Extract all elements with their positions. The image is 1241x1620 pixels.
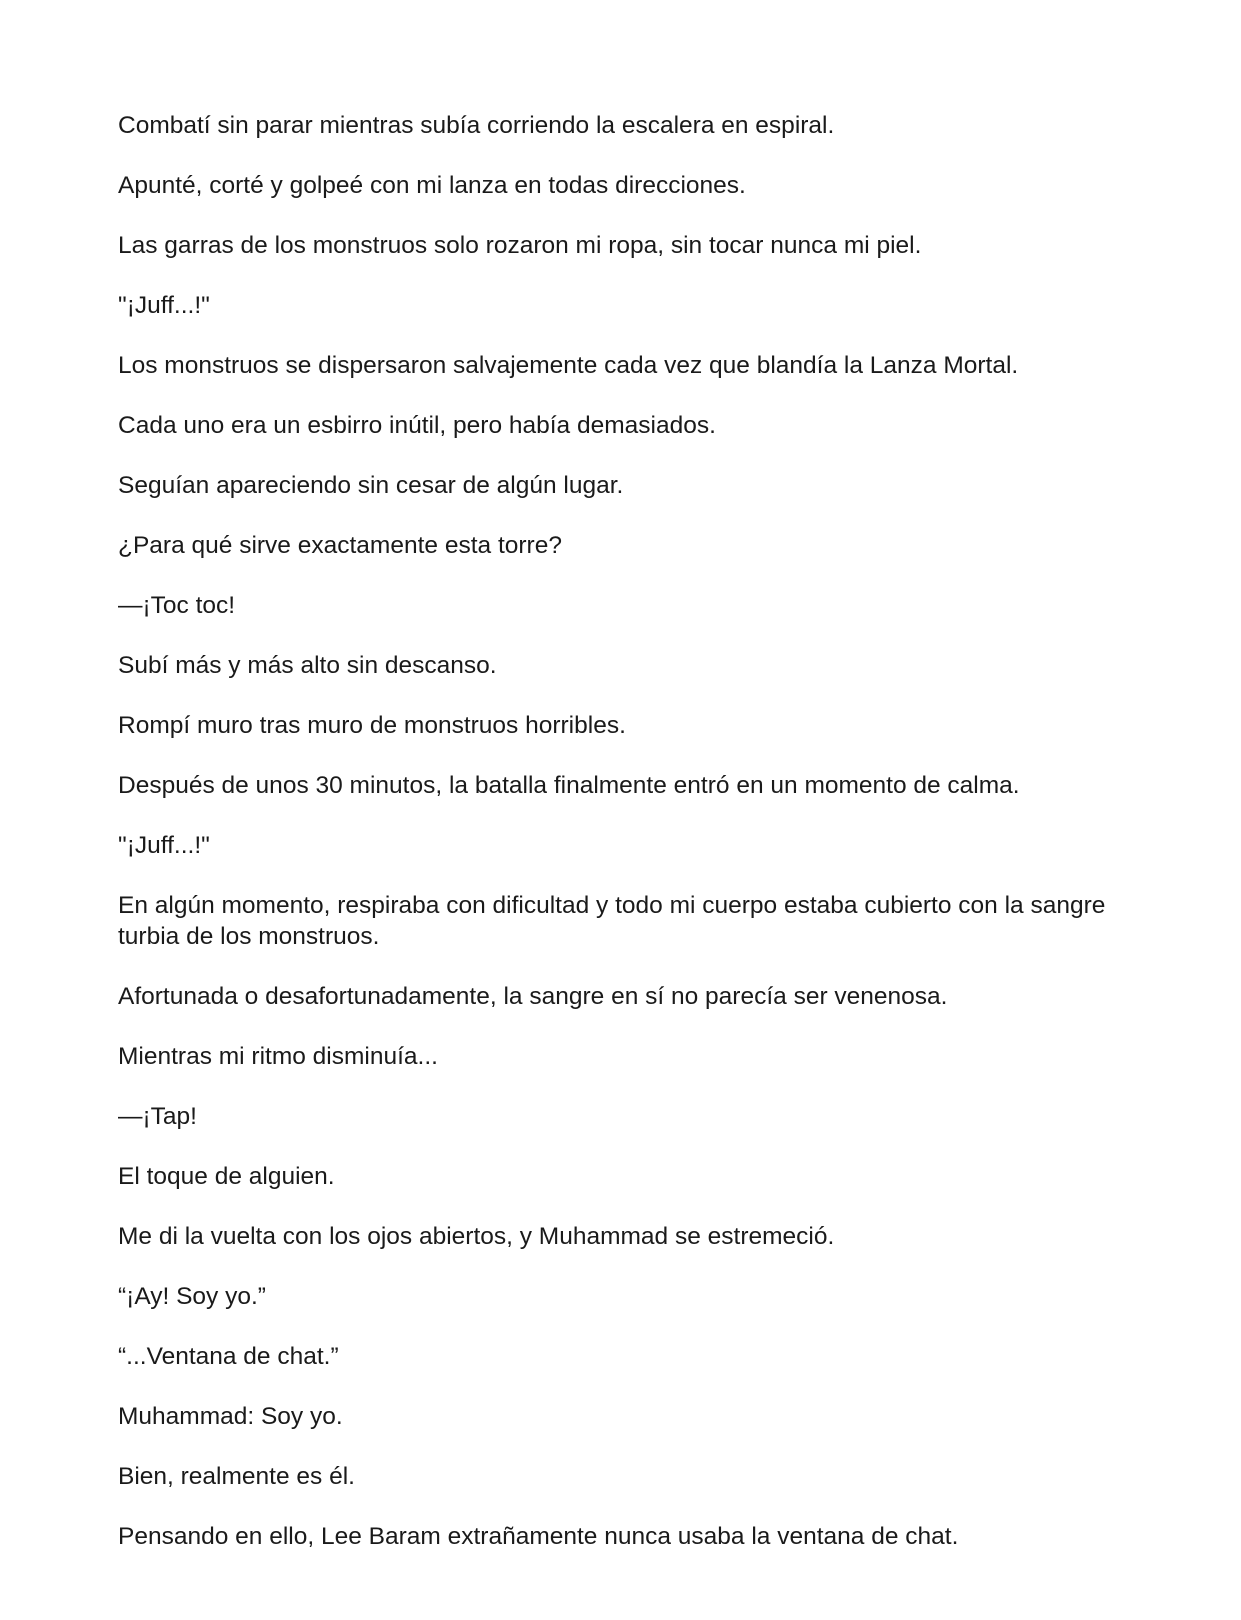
paragraph: En algún momento, respiraba con dificultad y todo mi cuerpo estaba cubierto con la sangre turbia de los monstruos. [118,892,1106,950]
paragraph: ¿Para qué sirve exactamente esta torre? [118,532,562,559]
paragraph: Apunté, corté y golpeé con mi lanza en todas direcciones. [118,172,746,199]
paragraph: Pensando en ello, Lee Baram extrañamente nunca usaba la ventana de chat. [118,1523,959,1550]
paragraph: Subí más y más alto sin descanso. [118,652,497,679]
paragraph: El toque de alguien. [118,1163,335,1190]
paragraph: “...Ventana de chat.” [118,1343,339,1370]
body-text [118,110,1128,1581]
paragraph: Afortunada o desafortunadamente, la sangre en sí no parecía ser venenosa. [118,983,948,1010]
paragraph: Cada uno era un esbirro inútil, pero había demasiados. [118,412,716,439]
paragraph: Combatí sin parar mientras subía corriendo la escalera en espiral. [118,112,835,139]
paragraph: —¡Tap! [118,1103,197,1130]
paragraph: Mientras mi ritmo disminuía... [118,1043,438,1070]
paragraph: Las garras de los monstruos solo rozaron mi ropa, sin tocar nunca mi piel. [118,232,922,259]
paragraph: "¡Juff...!" [118,832,210,859]
paragraph: Bien, realmente es él. [118,1463,355,1490]
paragraph: Seguían apareciendo sin cesar de algún lugar. [118,472,624,499]
paragraph: "¡Juff...!" [118,292,210,319]
paragraph: Los monstruos se dispersaron salvajemente cada vez que blandía la Lanza Mortal. [118,352,1019,379]
paragraph: Me di la vuelta con los ojos abiertos, y Muhammad se estremeció. [118,1223,835,1250]
paragraph: Rompí muro tras muro de monstruos horribles. [118,712,626,739]
paragraph: Muhammad: Soy yo. [118,1403,343,1430]
paragraph: “¡Ay! Soy yo.” [118,1283,266,1310]
paragraph: —¡Toc toc! [118,592,236,619]
paragraph: Después de unos 30 minutos, la batalla finalmente entró en un momento de calma. [118,772,1020,799]
